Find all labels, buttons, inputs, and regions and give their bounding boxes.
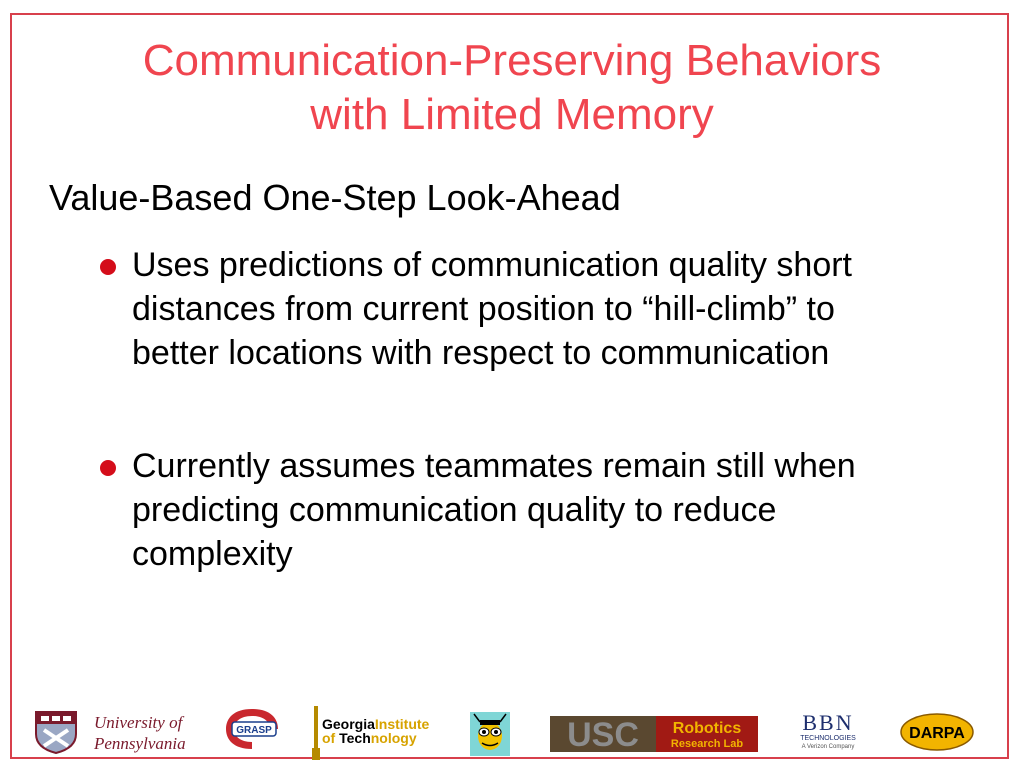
logo-strip [0, 700, 1024, 764]
bbn-letters: BBN [802, 710, 854, 735]
darpa-label: DARPA [909, 725, 965, 742]
bullet-line: Uses predictions of communication quality short [132, 246, 852, 284]
bullet-line: better locations with respect to communication [132, 334, 830, 372]
slide-title [30, 34, 994, 142]
gatech-institute: Institute [374, 716, 430, 732]
darpa-logo [900, 713, 974, 751]
gatech-wordmark [322, 717, 429, 745]
bullet-dot-icon [100, 259, 116, 275]
title-line-2: with Limited Memory [310, 90, 714, 139]
usc-lab-label: Research Lab [670, 738, 744, 750]
usc-robotics-label: Robotics [672, 720, 742, 737]
grasp-logo [222, 706, 282, 752]
usc-letters: USC [567, 716, 639, 752]
bullet-list [100, 243, 1000, 576]
gatech-tech: Tech [339, 730, 371, 746]
grasp-label: GRASP [236, 725, 272, 736]
gatech-tower-icon [311, 706, 321, 760]
bullet-line: predicting communication quality to reduce [132, 491, 777, 529]
bbn-verizon: A Verizon Company [801, 744, 855, 750]
gatech-georgia: Georgia [322, 716, 375, 732]
title-line-1: Communication-Preserving Behaviors [142, 36, 882, 85]
bullet-dot-icon [100, 460, 116, 476]
bbn-logo [795, 712, 861, 751]
penn-shield-icon [32, 710, 80, 754]
bullet-item [100, 243, 1000, 375]
buzz-mascot-icon [470, 712, 510, 756]
subheading: Value-Based One-Step Look-Ahead [49, 177, 621, 218]
bullet-line: distances from current position to “hill-climb” to [132, 290, 835, 328]
usc-robotics-logo [550, 716, 758, 752]
bullet-line: Currently assumes teammates remain still when [132, 447, 856, 485]
bullet-item [100, 444, 1000, 576]
penn-line-2: Pennsylvania [94, 734, 186, 753]
penn-line-1: University of [94, 713, 183, 732]
gatech-of: of [322, 730, 340, 746]
bbn-technologies: TECHNOLOGIES [800, 735, 856, 742]
gatech-nology: nology [370, 730, 417, 746]
bullet-line: complexity [132, 535, 293, 573]
penn-wordmark [94, 712, 186, 754]
